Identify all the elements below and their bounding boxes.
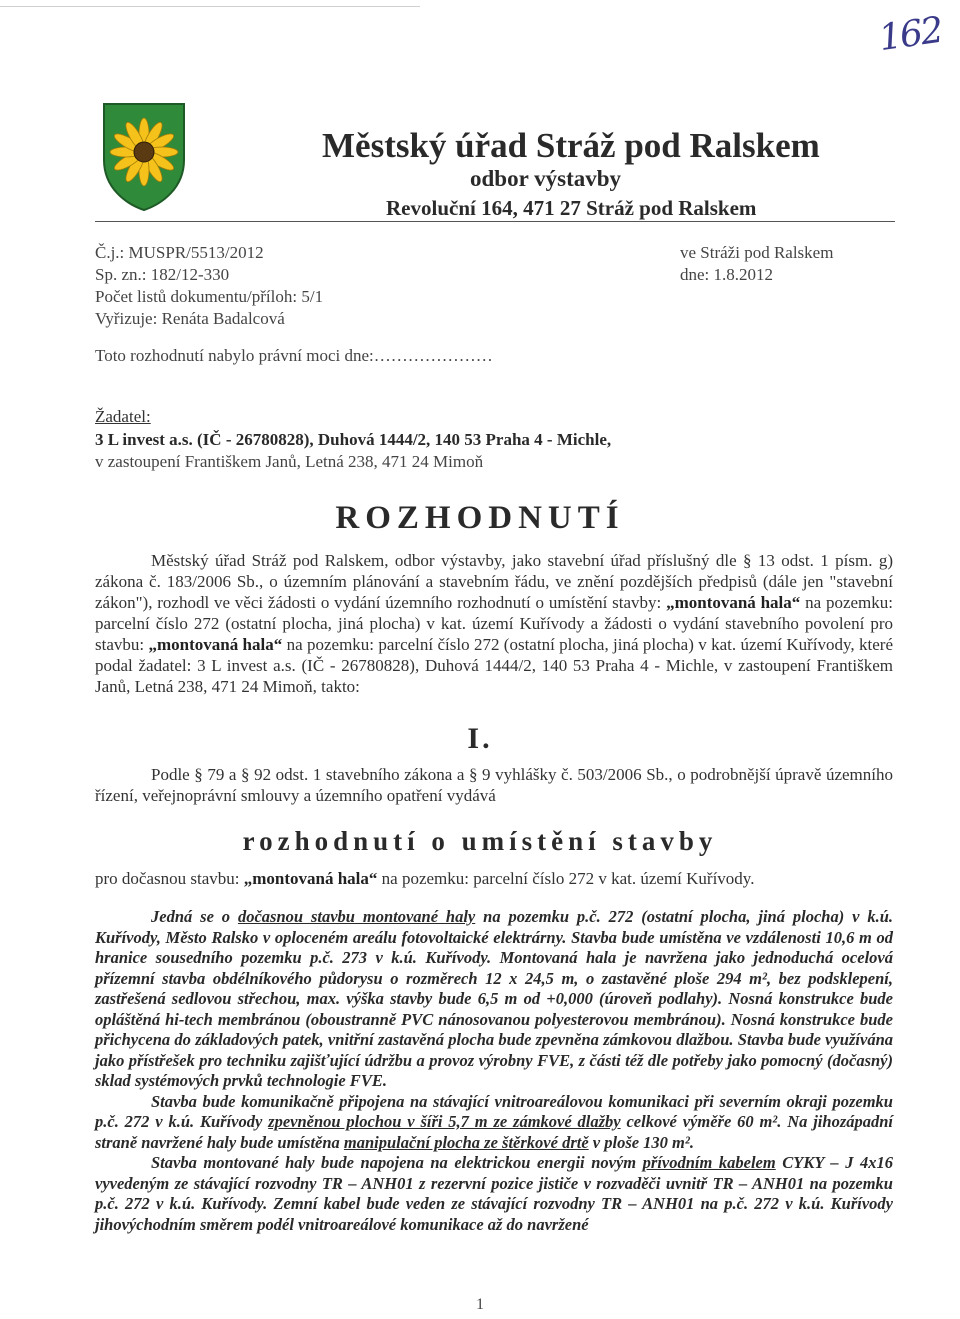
description-paragraph — [95, 1092, 893, 1154]
place: ve Stráži pod Ralskem — [680, 243, 834, 262]
building-name: „montovaná hala“ — [243, 869, 378, 888]
applicant-representative: v zastoupení Františkem Janů, Letná 238, 471 24 Mimoň — [95, 452, 484, 471]
description-underlined: přívodním kabelem — [642, 1153, 776, 1172]
intro-part: na pozemku: parcelní číslo 272 (ostatní plocha, jiná plocha) v kat. území Kuřívody, které podal žadatel: 3 L invest a.s. (IČ - 26780828), Duhová 1444/2, 140 53 Praha 4 - Michle, v zastoupení Františkem Janů, Letná 238, 471 24 Mimoň, takto: — [95, 635, 893, 696]
coat-of-arms-logo — [100, 100, 188, 212]
date: dne: 1.8.2012 — [680, 265, 774, 284]
handwritten-folio-number: 162 — [876, 9, 945, 60]
description-text: na pozemku p.č. 272 (ostatní plocha, jiná plocha) v k.ú. Kuřívody, Město Ralsko v oploceném areálu fotovoltaické elektrárny. Stavba bude umístěna ve vzdálenosti 10,6 m od hranice sousedního pozemku p.č. 273 v k.ú. Kuřívody. Montovaná hala je navržena jako jednoduchá ocelová přízemní stavba obdélníkového půdorysu o rozměrech 12 x 24,5 m, o zastavěné ploše 294 m², bez podsklepení, zastřešená sedlovou střechou, max. výška stavby bude 6,5 m od +0,000 (úroveň podlahy). Nosná konstrukce bude opláštěná hi-tech membránou (oboustranně PVC nánosovanou polyesterovou membránou). Nosná konstrukce bude přichycena do základových patek, vnitřní zastavěná plocha bude zpevněna zámkovou dlažbou. Stavba bude využívána jako přístřešek pro techniku zajišťující údržbu a provoz výrobny FVE, z části též dle potřeby jako pomocný (dočasný) sklad systémových prvků technologie FVE. — [95, 907, 894, 1090]
building-name: „montovaná hala“ — [148, 635, 283, 654]
page-count: Počet listů dokumentu/příloh: 5/1 — [95, 287, 324, 306]
department-name: odbor výstavby — [470, 166, 622, 191]
applicant-label: Žadatel: — [95, 407, 151, 426]
description-text: CYKY – J 4x16 vyvedeným ze stávající rozvodny TR – ANH01 z rezervní pozice jističe v rozvaděči uvnitř TR – ANH01 na pozemku p.č. 272 v k.ú. Kuřívody. Zemní kabel bude veden ze stávající rozvodny TR – ANH01 na p.č. 272 v k.ú. Kuřívody jihovýchodním směrem podél vnitroareálové komunikace až do navržené — [95, 1153, 893, 1234]
intro-paragraph — [95, 550, 893, 697]
legal-force-note: Toto rozhodnutí nabylo právní moci dne:………………… — [95, 346, 493, 365]
description-underlined: dočasnou stavbu montované haly — [237, 907, 476, 926]
description-paragraph — [95, 1153, 893, 1235]
document-title: ROZHODNUTÍ — [335, 500, 625, 536]
decision-title: rozhodnutí o umístění stavby — [242, 826, 718, 856]
page-number: 1 — [476, 1296, 484, 1313]
header-divider — [95, 221, 895, 222]
description-text: Stavba bude komunikačně připojena na stávající vnitroareálovou komunikaci při severním okraji pozemku p.č. 272 v k.ú. Kuřívody — [95, 1091, 893, 1131]
description-text: Jedná se o — [151, 907, 238, 926]
building-description — [95, 907, 893, 1235]
description-underlined: zpevněnou plochou v šíři 5,7 m ze zámkové dlažby — [268, 1112, 621, 1131]
building-name: „montovaná hala“ — [666, 593, 801, 612]
description-underlined: manipulační plocha ze štěrkové drtě — [343, 1132, 589, 1152]
place-date-block — [680, 242, 833, 286]
scan-top-line — [0, 6, 420, 7]
office-title: Městský úřad Stráž pod Ralskem — [322, 126, 820, 165]
file-mark: Sp. zn.: 182/12-330 — [95, 265, 230, 284]
document-meta — [95, 242, 323, 330]
description-paragraph — [95, 907, 893, 1092]
intro-part: Městský úřad Stráž pod Ralskem, odbor výstavby, jako stavební úřad příslušný dle § 13 odst. 1 písm. g) zákona č. 183/2006 Sb. — [95, 551, 893, 591]
section-number: I. — [467, 722, 493, 755]
description-text: celkové výměře 60 m². Na jihozápadní straně navržené haly bude umístěna — [95, 1112, 893, 1152]
office-address: Revoluční 164, 471 27 Stráž pod Ralskem — [386, 196, 757, 220]
reference-number: Č.j.: MUSPR/5513/2012 — [95, 243, 264, 262]
handled-by: Vyřizuje: Renáta Badalcová — [95, 309, 285, 328]
description-text: Stavba montované haly bude napojena na elektrickou energii novým — [151, 1153, 643, 1172]
intro-part: na pozemku: parcelní číslo 272 (ostatní plocha, jiná plocha) v kat. území Kuřívody a žádosti o vydání stavebního povolení pro stavbu: — [95, 593, 893, 654]
temporary-building-line — [95, 868, 893, 889]
section-paragraph: Podle § 79 a § 92 odst. 1 stavebního zákona a § 9 vyhlášky č. 503/2006 Sb., o podrobnější úpravě územního řízení, veřejnoprávní smlouvy a územního opatření vydává — [95, 765, 893, 805]
temporary-part: na pozemku: parcelní číslo 272 v kat. území Kuřívody. — [377, 869, 755, 888]
applicant-name: 3 L invest a.s. (IČ - 26780828), Duhová 1444/2, 140 53 Praha 4 - Michle, — [95, 430, 612, 449]
intro-part: , o územním plánování a stavebním řádu, ve znění pozdějších předpisů (dále jen "stavební zákon"), rozhodl ve věci žádosti o vydání územního rozhodnutí o umístění stavby: — [95, 572, 894, 612]
temporary-part: pro dočasnou stavbu: — [95, 869, 244, 888]
description-text: v ploše 130 m². — [588, 1132, 694, 1152]
